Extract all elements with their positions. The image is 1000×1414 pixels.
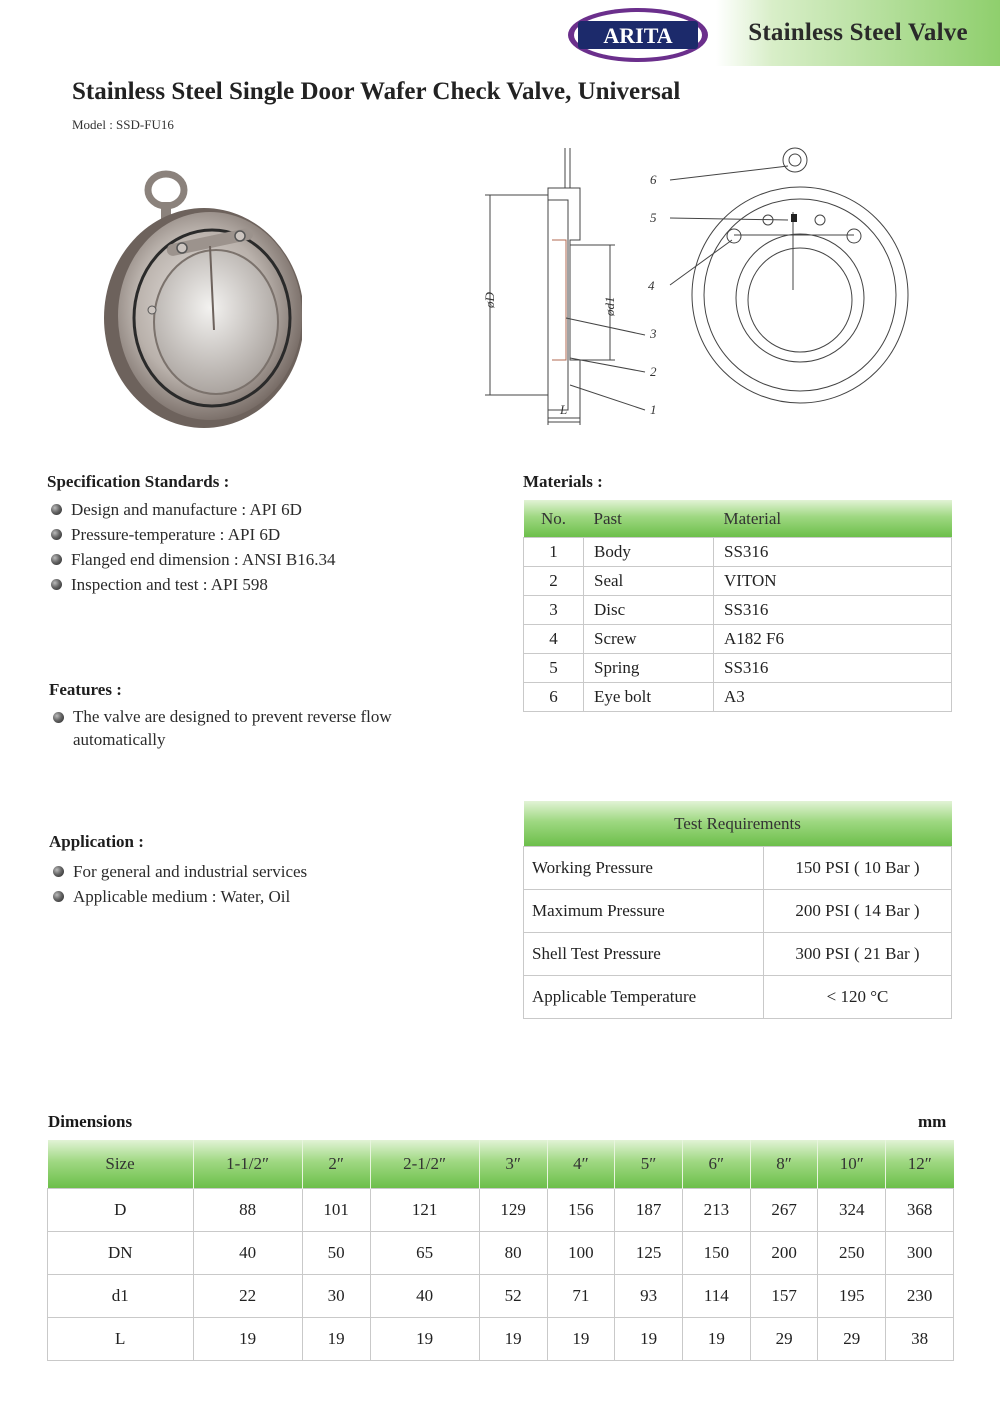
bullet-icon xyxy=(53,866,64,877)
dimensions-heading: Dimensions xyxy=(48,1112,133,1131)
application-heading: Application : xyxy=(49,832,144,851)
column-header: 2″ xyxy=(302,1140,370,1189)
table-row: DN 40 50 65 80 100 125 150 200 250 300 xyxy=(48,1232,954,1275)
column-header: 12″ xyxy=(886,1140,954,1189)
column-header: 3″ xyxy=(479,1140,547,1189)
category-title: Stainless Steel Valve xyxy=(748,19,968,46)
callout-3: 3 xyxy=(650,326,657,341)
table-row: 6 Eye bolt A3 xyxy=(524,683,952,712)
application-list xyxy=(49,859,449,909)
technical-drawing xyxy=(470,140,930,430)
specification-heading: Specification Standards : xyxy=(47,472,230,491)
column-header: 5″ xyxy=(615,1140,683,1189)
materials-heading: Materials : xyxy=(523,472,603,491)
column-header: 1-1/2″ xyxy=(193,1140,302,1189)
table-header-row xyxy=(524,500,952,538)
column-header: 8″ xyxy=(750,1140,818,1189)
page-title: Stainless Steel Single Door Wafer Check Valve, Universal xyxy=(72,78,681,105)
dimension-d1-label: ød1 xyxy=(602,296,617,316)
list-item: Pressure-temperature : API 6D xyxy=(47,522,467,547)
column-header: 10″ xyxy=(818,1140,886,1189)
table-row: 3 Disc SS316 xyxy=(524,596,952,625)
features-heading: Features : xyxy=(49,680,122,699)
table-row: 4 Screw A182 F6 xyxy=(524,625,952,654)
callout-5: 5 xyxy=(650,210,657,225)
list-item: The valve are designed to prevent reverse flow automatically xyxy=(49,705,429,751)
product-photo xyxy=(92,160,302,440)
specification-list xyxy=(47,497,467,597)
model-number: Model : SSD-FU16 xyxy=(72,117,174,132)
list-item: Inspection and test : API 598 xyxy=(47,572,467,597)
table-row: 2 Seal VITON xyxy=(524,567,952,596)
test-requirements-heading: Test Requirements xyxy=(524,801,952,847)
column-header: Past xyxy=(584,500,714,538)
dimensions-table xyxy=(47,1140,954,1361)
list-item: Applicable medium : Water, Oil xyxy=(49,884,449,909)
bullet-icon xyxy=(53,891,64,902)
callout-6: 6 xyxy=(650,172,657,187)
materials-table xyxy=(523,500,952,712)
bullet-icon xyxy=(51,579,62,590)
table-row: d1 22 30 40 52 71 93 114 157 195 230 xyxy=(48,1275,954,1318)
table-row: D 88 101 121 129 156 187 213 267 324 368 xyxy=(48,1189,954,1232)
table-row: Working Pressure 150 PSI ( 10 Bar ) xyxy=(524,847,952,890)
dimension-d-label: øD xyxy=(482,292,497,308)
table-row: Applicable Temperature < 120 °C xyxy=(524,976,952,1019)
table-row: L 19 19 19 19 19 19 19 29 29 38 xyxy=(48,1318,954,1361)
bullet-icon xyxy=(51,504,62,515)
list-item: Design and manufacture : API 6D xyxy=(47,497,467,522)
callout-4: 4 xyxy=(648,278,655,293)
column-header: No. xyxy=(524,500,584,538)
table-row: 5 Spring SS316 xyxy=(524,654,952,683)
test-requirements-table xyxy=(523,801,952,1019)
table-row: 1 Body SS316 xyxy=(524,538,952,567)
category-banner xyxy=(716,0,1000,66)
table-header-row xyxy=(524,801,952,847)
table-row: Shell Test Pressure 300 PSI ( 21 Bar ) xyxy=(524,933,952,976)
list-item: Flanged end dimension : ANSI B16.34 xyxy=(47,547,467,572)
column-header: 6″ xyxy=(682,1140,750,1189)
logo-text: ARITA xyxy=(603,23,673,48)
column-header: 4″ xyxy=(547,1140,615,1189)
dimension-l-label: L xyxy=(560,402,568,417)
column-header: 2-1/2″ xyxy=(370,1140,479,1189)
features-list xyxy=(49,705,429,751)
arita-logo xyxy=(566,6,710,64)
table-row: Maximum Pressure 200 PSI ( 14 Bar ) xyxy=(524,890,952,933)
callout-2: 2 xyxy=(650,364,657,379)
list-item: For general and industrial services xyxy=(49,859,449,884)
dimensions-unit: mm xyxy=(918,1112,947,1131)
bullet-icon xyxy=(51,554,62,565)
column-header: Material xyxy=(714,500,952,538)
table-header-row xyxy=(48,1140,954,1189)
bullet-icon xyxy=(53,712,64,723)
callout-1: 1 xyxy=(650,402,657,417)
bullet-icon xyxy=(51,529,62,540)
column-header: Size xyxy=(48,1140,194,1189)
